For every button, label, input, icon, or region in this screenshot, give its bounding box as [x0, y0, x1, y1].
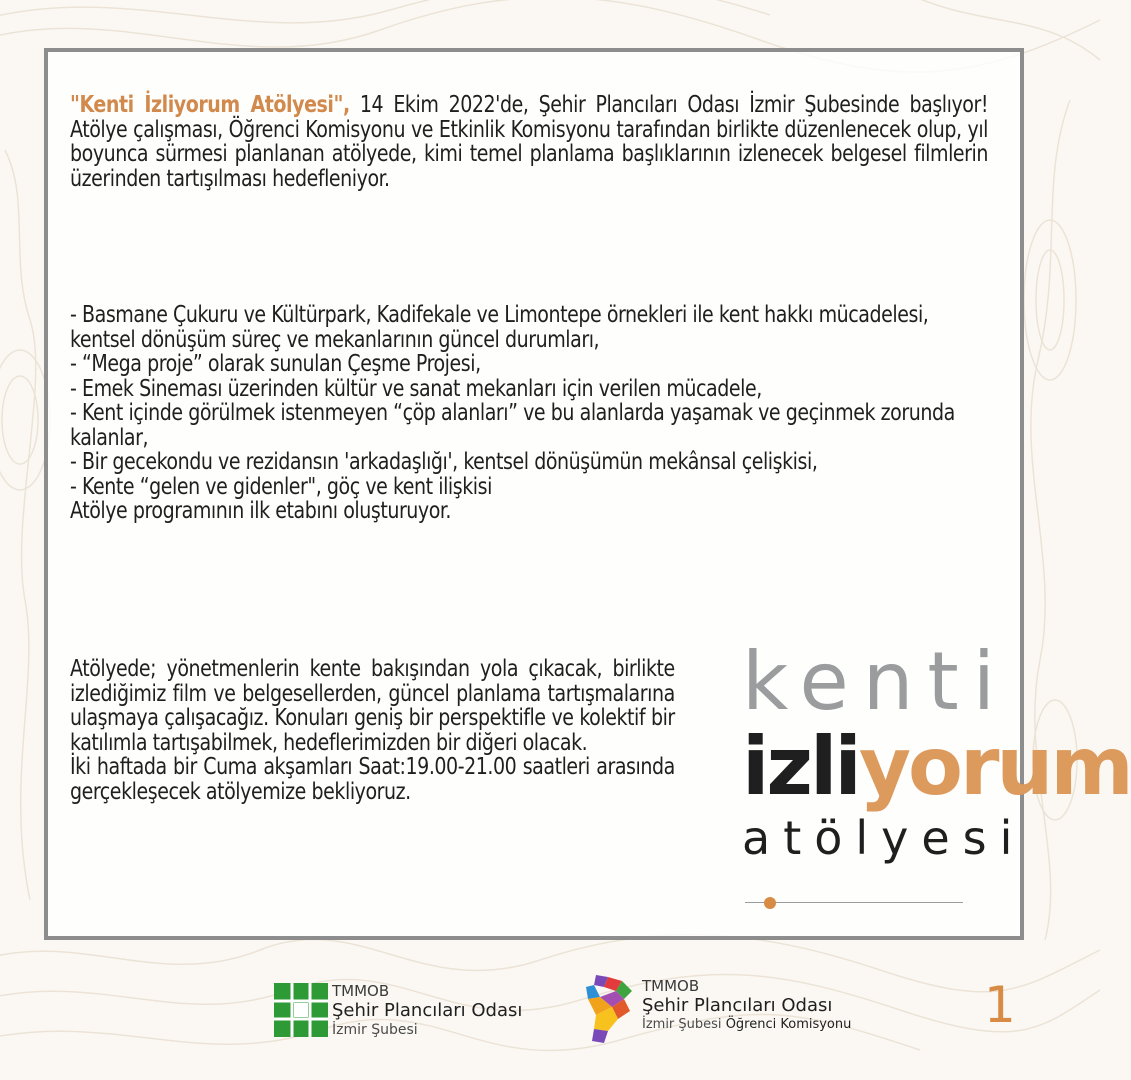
- logo-word-izliyorum: [742, 720, 1131, 813]
- intro-paragraph: [70, 92, 988, 190]
- logo-word-kenti: kenti: [742, 635, 1009, 728]
- topic-item: - “Mega proje” olarak sunulan Çeşme Projesi,: [70, 349, 481, 377]
- topic-item: - Basmane Çukuru ve Kültürpark, Kadifekale ve Limontepe örnekleri ile kent hakkı mücadelesi, kentsel dönüşüm süreç ve mekanlarının güncel durumları,: [70, 300, 929, 353]
- intro-text: 14 Ekim 2022'de, Şehir Plancıları Odası İzmir Şubesinde başlıyor! Atölye çalışması, Öğrenci Komisyonu ve Etkinlik Komisyonu tarafından birlikte düzenlenecek olup, yıl boyunca sürmesi planlanan atölyede, kimi temel planlama başlıklarının izlenecek belgesel filmlerin üzerinden tartışılması hedefleniyor.: [70, 90, 988, 192]
- ok-branch-name: İzmir Şubesi: [642, 1017, 722, 1032]
- ok-tmmob: TMMOB: [642, 977, 700, 995]
- spo-tmmob: TMMOB: [332, 982, 390, 1000]
- ogrenci-komisyonu-logo-text: [642, 978, 851, 1033]
- topic-item: - Kent içinde görülmek istenmeyen “çöp alanları” ve bu alanlarda yaşamak ve geçinmek zorunda kalanlar,: [70, 398, 955, 451]
- outro-text: Atölyede; yönetmenlerin kente bakışından yola çıkacak, birlikte izlediğimiz film ve belgesellerden, güncel planlama tartışmalarına ulaşmaya çalışacağız. Konuları geniş bir perspektifle ve kolektif bir katılımla tartışabilmek, hedeflerimizden bir diğeri olacak.: [70, 654, 675, 756]
- schedule-text: İki haftada bir Cuma akşamları Saat:19.00-21.00 saatleri arasında gerçekleşecek atölyemize bekliyoruz.: [70, 752, 675, 805]
- spo-branch: İzmir Şubesi: [332, 1022, 418, 1038]
- topics-list: [70, 302, 997, 523]
- logo-underline: [745, 902, 963, 903]
- ok-commission-name: Öğrenci Komisyonu: [725, 1017, 852, 1032]
- topic-item: - Emek Sineması üzerinden kültür ve sanat mekanları için verilen mücadele,: [70, 373, 762, 402]
- spo-grid-logo-icon: [274, 983, 328, 1037]
- page-number: 1: [984, 976, 1016, 1034]
- spo-name: Şehir Plancıları Odası: [332, 1000, 523, 1021]
- logo-dot: [764, 897, 776, 909]
- logo-word-atolyesi: atölyesi: [742, 811, 1026, 865]
- ok-name: Şehir Plancıları Odası: [642, 995, 833, 1016]
- topic-item: - Bir gecekondu ve rezidansın 'arkadaşlığı', kentsel dönüşümün mekânsal çelişkisi,: [70, 447, 818, 475]
- topics-closing: Atölye programının ilk etabını oluşturuyor.: [70, 496, 451, 524]
- spo-logo-text: [332, 983, 522, 1039]
- outro-paragraph: [70, 656, 675, 803]
- ok-branch: [642, 1016, 851, 1033]
- logo-word-yorum: yorum: [858, 720, 1131, 813]
- ogrenci-komisyonu-logo-icon: [582, 973, 636, 1045]
- workshop-title: "Kenti İzliyorum Atölyesi",: [70, 90, 350, 118]
- logo-word-izli: izli: [742, 720, 859, 813]
- topic-item: - Kente “gelen ve gidenler", göç ve kent ilişkisi: [70, 471, 492, 500]
- kenti-izliyorum-logo: [742, 635, 1131, 866]
